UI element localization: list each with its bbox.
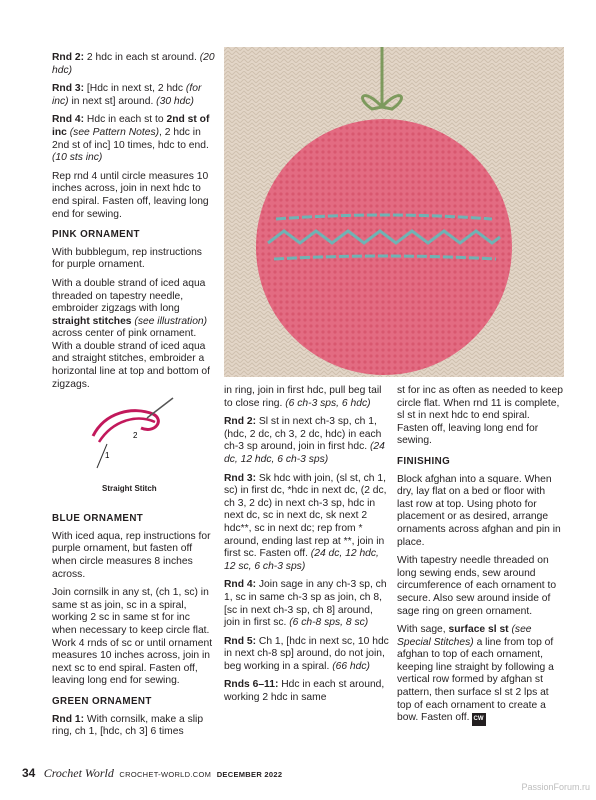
pink-step-2: With a double strand of iced aqua threaded on tapestry needle, embroider zigzags with long straight stitches (see illustration) across center of pink ornament. With a double strand of iced aqua and straight stitches, embroider a horizontal line at top and bottom of zigzags. — [52, 277, 210, 390]
blue-step-1: With iced aqua, rep instructions for purple ornament, but fasten off when circle measures 8 inches across. — [52, 530, 211, 580]
column-3 — [397, 385, 563, 732]
end-mark-icon: CW — [472, 713, 486, 726]
issue-date: DECEMBER 2022 — [216, 770, 283, 779]
blue-step-2: Join cornsilk in any st, (ch 1, sc) in same st as join, sc in a spiral, working 2 sc in same st for inc when necessary to keep circle flat. Work 4 rnds of sc or until ornament measures 10 inches across, join in next sc to end spiral. Fasten off, leaving long end for sewing. — [52, 587, 213, 687]
straight-stitch-illustration — [85, 392, 195, 470]
watermark: PassionForum.ru — [521, 782, 590, 792]
repeat-instructions: Rep rnd 4 until circle measures 10 inches across, join in next hdc to end spiral. Fasten off, leaving long end for sewing. — [52, 170, 209, 220]
needle-icon — [147, 398, 173, 418]
green-rnd-1-cont: in ring, join in first hdc, pull beg tail to close ring. (6 ch-3 sps, 6 hdc) — [224, 385, 382, 409]
finishing-step-2: With tapestry needle threaded on long sewing ends, sew around circumference of each ornament to secure. Also sew around inside of sage ring on green ornament. — [397, 555, 557, 617]
rnd-3: Rnd 3: [Hdc in next st, 2 hdc (for inc) in next st] around. (30 hdc) — [52, 83, 202, 107]
green-ornament-heading: GREEN ORNAMENT — [52, 695, 152, 707]
finishing-step-3: With sage, surface sl st (see Special Stitches) a line from top of afghan to top of each ornament, keeping line straight by following a vertical row formed by afghan st pattern, then surface sl st 2 lps at top of each ornament to create a bow. Fasten off. CW — [397, 624, 563, 726]
green-rnd-4: Rnd 4: Join sage in any ch-3 sp, ch 1, sc in same ch-3 sp as join, ch 8, [sc in next ch-3 sp, ch 8] around, join in first sc. (6 ch-8 sps, 8 sc) — [224, 579, 387, 629]
green-rnd-3: Rnd 3: Sk hdc with join, (sl st, ch 1, sc) in first dc, *hdc in next dc, (2 dc, ch 3, 2 dc) in next ch-3 sp, hdc in next dc, sc in next dc, sk next 2 hdc**, sc in next dc; rep from * around, ending last rep at **, join in first sc. Fasten off. (24 dc, 12 hdc, 12 sc, 6 ch-3 sps) — [224, 472, 387, 572]
finishing-heading: FINISHING — [397, 455, 451, 467]
green-rnds-6-11: Rnds 6–11: Hdc in each st around, working 2 hdc in same — [224, 679, 385, 704]
diagram-label-2: 2 — [133, 431, 138, 440]
blue-ornament-heading: BLUE ORNAMENT — [52, 513, 144, 525]
green-rnd-5: Rnd 5: Ch 1, [hdc in next sc, 10 hdc in next ch-8 sp] around, do not join, beg working in a spiral. (66 hdc) — [224, 635, 389, 672]
diagram-caption: Straight Stitch — [102, 484, 157, 493]
stitch-strand — [93, 411, 158, 436]
green-rnd-2: Rnd 2: Sl st in next ch-3 sp, ch 1, (hdc, 2 dc, ch 3, 2 dc, hdc) in each ch-3 sp around, join in first hdc. (24 dc, 12 hdc, 6 ch-3 sps) — [224, 416, 385, 465]
finishing-step-1: Block afghan into a square. When dry, lay flat on a bed or floor with last row at top. Using photo for placement or as desired, arrange ornaments across afghan and pin in place. — [397, 473, 561, 548]
green-rnd-1: Rnd 1: With cornsilk, make a slip ring, ch 1, [hdc, ch 3] 6 times — [52, 713, 204, 738]
pink-ornament-heading: PINK ORNAMENT — [52, 229, 140, 241]
page-footer — [22, 766, 282, 781]
diagram-label-1: 1 — [105, 451, 110, 460]
magazine-title: Crochet World — [43, 766, 114, 780]
ornament-photo — [224, 47, 564, 377]
rnd-4: Rnd 4: Hdc in each st to 2nd st of inc (see Pattern Notes), 2 hdc in 2nd st of inc] 10 times, hdc to end. (10 sts inc) — [52, 114, 210, 164]
pink-ornament — [256, 119, 512, 375]
magazine-url: CROCHET-WORLD.COM — [119, 770, 212, 779]
rnd-2: Rnd 2: 2 hdc in each st around. (20 hdc) — [52, 52, 215, 76]
page-number: 34 — [22, 766, 36, 780]
green-rnds-cont: st for inc as often as needed to keep circle flat. When rnd 11 is complete, sl st in next hdc to end spiral. Fasten off, leaving long end for sewing. — [397, 385, 564, 447]
pink-step-1: With bubblegum, rep instructions for purple ornament. — [52, 246, 202, 271]
column-2 — [224, 385, 390, 711]
